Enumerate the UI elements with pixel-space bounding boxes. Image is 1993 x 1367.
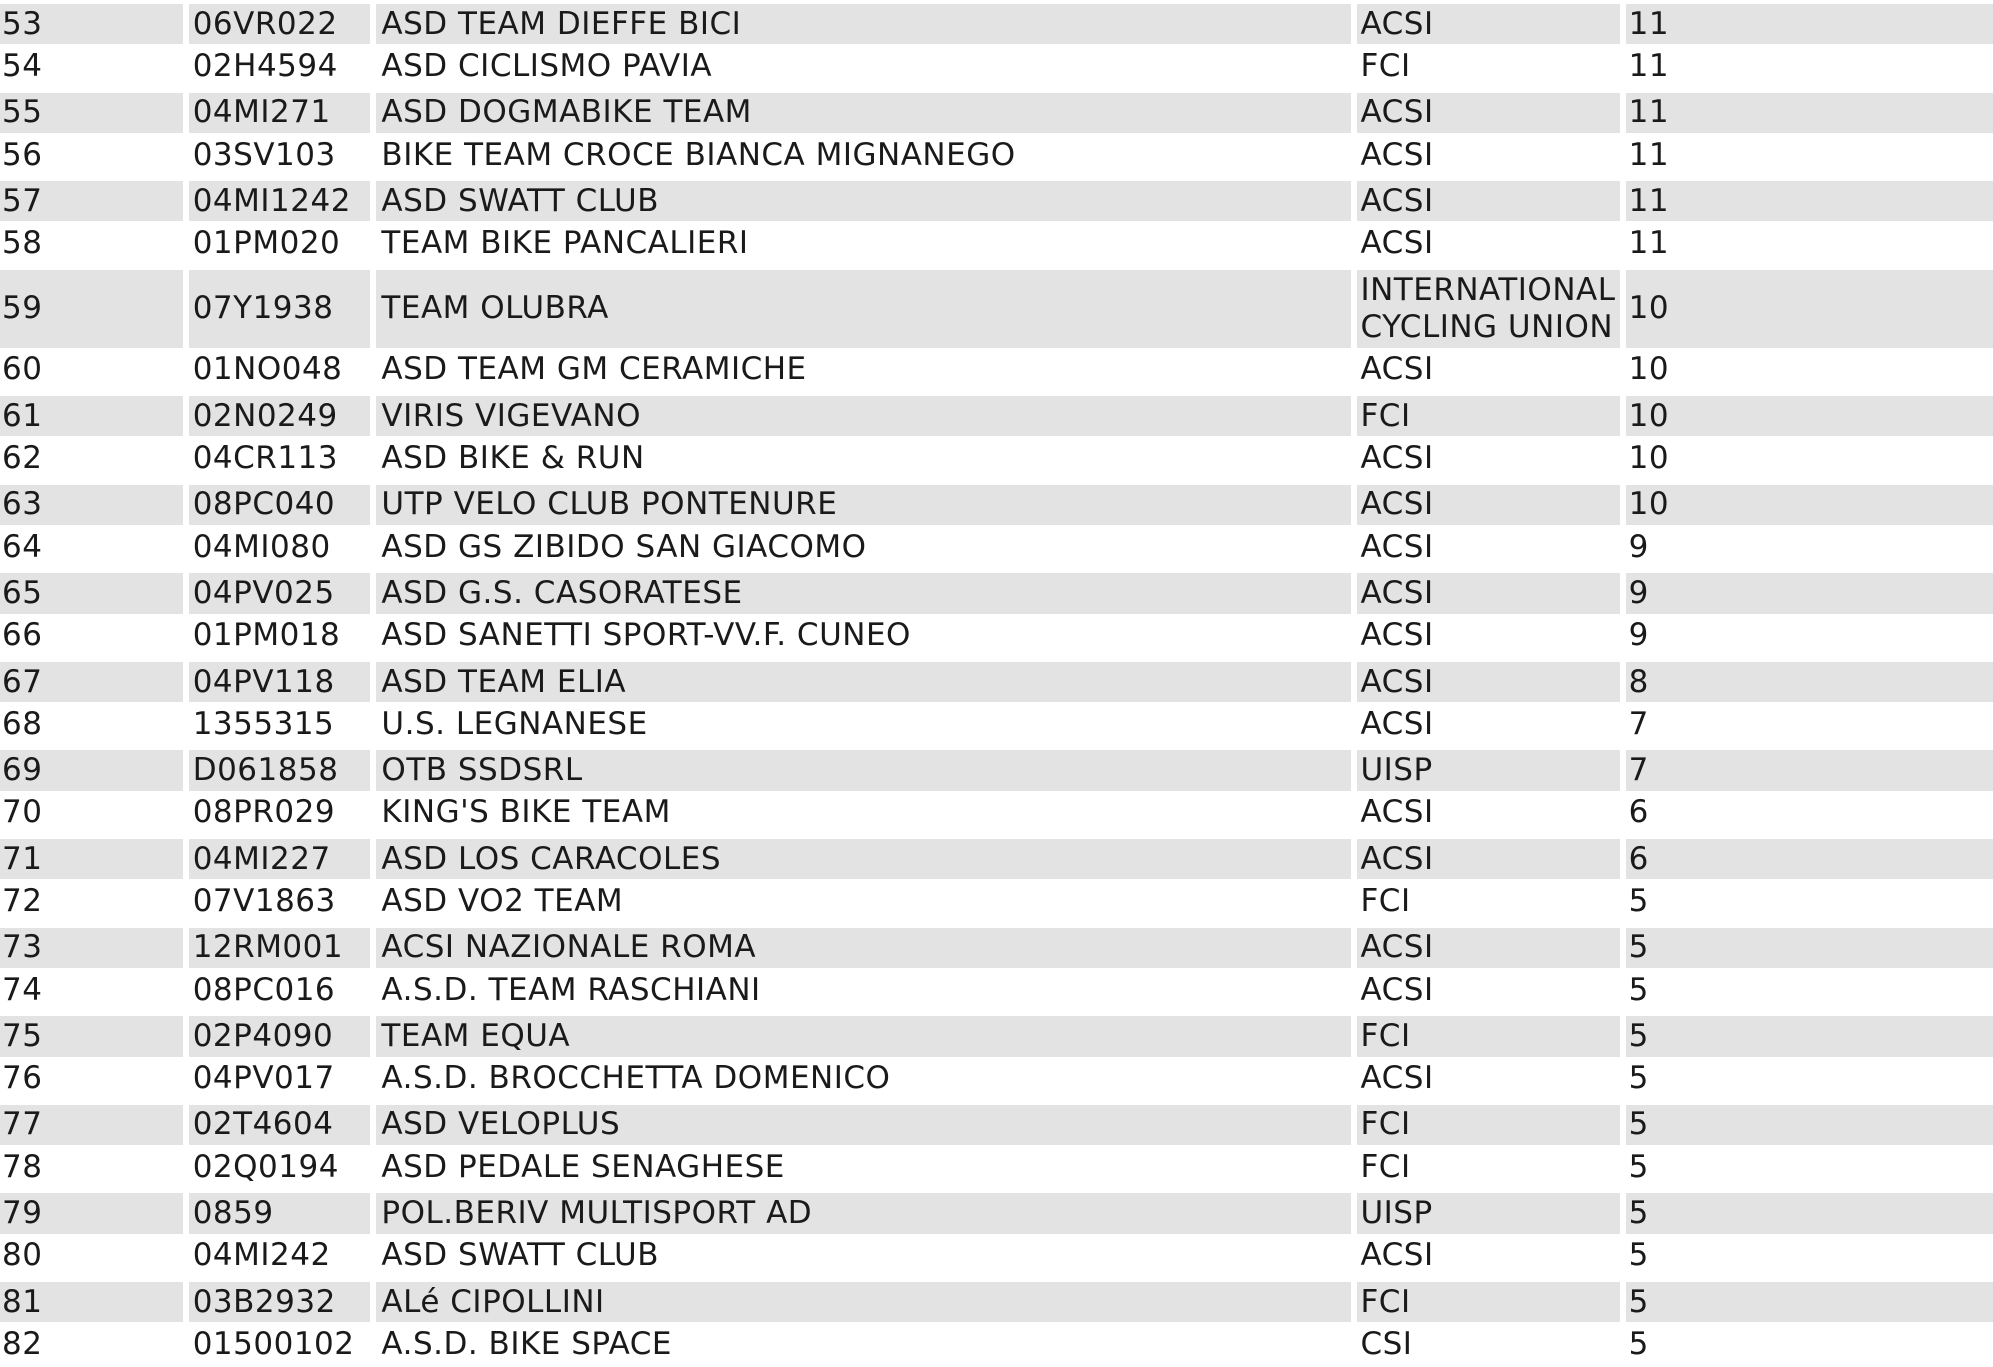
table-row [0, 1278, 1993, 1322]
team-code-cell: 07Y1938 [189, 270, 371, 348]
federation-cell: UISP [1357, 750, 1619, 790]
points-cell: 5 [1628, 1060, 1649, 1097]
rank-cell: 54 [2, 47, 43, 84]
team-name-cell: KING'S BIKE TEAM [381, 794, 671, 831]
points-cell: 10 [1626, 485, 1993, 525]
table-row [0, 746, 1993, 790]
table-row [0, 177, 1993, 221]
points-cell: 5 [1626, 1016, 1993, 1056]
federation-cell: ACSI [1360, 971, 1434, 1008]
table-row [0, 1145, 1993, 1189]
team-code-cell: 01500102 [192, 1325, 355, 1362]
federation-cell: FCI [1357, 396, 1619, 436]
team-code-cell: 03SV103 [192, 136, 336, 173]
table-row [0, 924, 1993, 968]
team-name-cell: ASD PEDALE SENAGHESE [381, 1148, 785, 1185]
team-code-cell: 01PM018 [192, 617, 341, 654]
table-row [0, 702, 1993, 746]
points-cell: 5 [1626, 928, 1993, 968]
table-row [0, 569, 1993, 613]
team-code-cell: 12RM001 [189, 928, 371, 968]
team-name-cell: UTP VELO CLUB PONTENURE [376, 485, 1351, 525]
table-row [0, 614, 1993, 658]
team-name-cell: ASD VO2 TEAM [381, 882, 624, 919]
points-cell: 5 [1628, 1325, 1649, 1362]
team-code-cell: 01PM020 [192, 225, 341, 262]
team-code-cell: 02H4594 [192, 47, 338, 84]
table-row [0, 1189, 1993, 1233]
points-cell: 10 [1628, 351, 1670, 388]
points-cell: 9 [1626, 573, 1993, 613]
points-cell: 5 [1626, 1282, 1993, 1322]
team-name-cell: ASD CICLISMO PAVIA [381, 47, 713, 84]
team-code-cell: 04PV017 [192, 1060, 335, 1097]
team-code-cell: 1355315 [192, 705, 335, 742]
rank-cell: 65 [0, 573, 183, 613]
rank-cell: 61 [0, 396, 183, 436]
federation-cell: ACSI [1360, 225, 1434, 262]
rank-cell: 62 [2, 440, 43, 477]
table-row [0, 266, 1993, 348]
rank-cell: 78 [2, 1148, 43, 1185]
points-cell: 9 [1628, 617, 1649, 654]
federation-cell: ACSI [1360, 351, 1434, 388]
federation-cell: FCI [1357, 1282, 1619, 1322]
team-code-cell: 02T4604 [189, 1105, 371, 1145]
rank-cell: 64 [2, 528, 43, 565]
rank-cell: 75 [0, 1016, 183, 1056]
rank-cell: 56 [2, 136, 43, 173]
federation-cell: ACSI [1360, 440, 1434, 477]
table-row [0, 133, 1993, 177]
rank-cell: 66 [2, 617, 43, 654]
federation-cell: UISP [1357, 1193, 1619, 1233]
points-cell: 5 [1626, 1193, 1993, 1233]
points-cell: 5 [1628, 971, 1649, 1008]
team-name-cell: ASD LOS CARACOLES [376, 839, 1351, 879]
rank-cell: 81 [0, 1282, 183, 1322]
federation-cell: ACSI [1357, 93, 1619, 133]
team-name-cell: ASD G.S. CASORATESE [376, 573, 1351, 613]
table-row [0, 1234, 1993, 1278]
team-name-cell: ASD TEAM GM CERAMICHE [381, 351, 807, 388]
federation-cell: ACSI [1357, 839, 1619, 879]
team-code-cell: 07V1863 [192, 882, 336, 919]
rank-cell: 74 [2, 971, 43, 1008]
team-code-cell: 04MI227 [189, 839, 371, 879]
federation-cell: ACSI [1357, 4, 1619, 44]
table-row [0, 89, 1993, 133]
team-name-cell: TEAM OLUBRA [376, 270, 1351, 348]
team-name-cell: ASD DOGMABIKE TEAM [376, 93, 1351, 133]
team-name-cell: ASD SANETTI SPORT-VV.F. CUNEO [381, 617, 911, 654]
team-code-cell: 02N0249 [189, 396, 371, 436]
rank-cell: 60 [2, 351, 43, 388]
rank-cell: 77 [0, 1105, 183, 1145]
federation-cell: ACSI [1360, 136, 1434, 173]
team-name-cell: ASD TEAM ELIA [376, 662, 1351, 702]
team-name-cell: TEAM EQUA [376, 1016, 1351, 1056]
team-code-cell: 04CR113 [192, 440, 339, 477]
team-code-cell: 0859 [189, 1193, 371, 1233]
rank-cell: 71 [0, 839, 183, 879]
federation-cell: FCI [1360, 1148, 1411, 1185]
table-row [0, 1057, 1993, 1101]
rank-cell: 73 [0, 928, 183, 968]
rank-cell: 76 [2, 1060, 43, 1097]
points-cell: 11 [1626, 181, 1993, 221]
rank-cell: 63 [0, 485, 183, 525]
team-name-cell: ASD VELOPLUS [376, 1105, 1351, 1145]
federation-cell: ACSI [1360, 794, 1434, 831]
table-row [0, 221, 1993, 265]
team-code-cell: 04MI271 [189, 93, 371, 133]
table-row [0, 835, 1993, 879]
rank-cell: 57 [0, 181, 183, 221]
points-cell: 10 [1628, 440, 1670, 477]
federation-cell: FCI [1357, 1016, 1619, 1056]
federation-cell: ACSI [1360, 617, 1434, 654]
team-code-cell: 01NO048 [192, 351, 343, 388]
federation-cell: ACSI [1360, 1237, 1434, 1274]
federation-cell: ACSI [1360, 705, 1434, 742]
points-cell: 10 [1626, 270, 1993, 348]
points-cell: 5 [1628, 1237, 1649, 1274]
team-code-cell: D061858 [189, 750, 371, 790]
team-code-cell: 08PC016 [192, 971, 336, 1008]
team-name-cell: VIRIS VIGEVANO [376, 396, 1351, 436]
points-cell: 11 [1628, 136, 1670, 173]
rank-cell: 79 [0, 1193, 183, 1233]
rank-cell: 80 [2, 1237, 43, 1274]
table-row [0, 1322, 1993, 1366]
team-name-cell: OTB SSDSRL [376, 750, 1351, 790]
points-cell: 6 [1628, 794, 1649, 831]
federation-cell: ACSI [1357, 662, 1619, 702]
table-row [0, 658, 1993, 702]
federation-cell: ACSI [1360, 528, 1434, 565]
team-name-cell: ASD TEAM DIEFFE BICI [376, 4, 1351, 44]
table-row [0, 1012, 1993, 1056]
team-name-cell: A.S.D. BIKE SPACE [381, 1325, 673, 1362]
federation-cell: ACSI [1357, 573, 1619, 613]
team-code-cell: 04MI080 [192, 528, 331, 565]
table-row [0, 436, 1993, 480]
table-row [0, 968, 1993, 1012]
rank-cell: 70 [2, 794, 43, 831]
team-code-cell: 02Q0194 [192, 1148, 339, 1185]
points-cell: 6 [1626, 839, 1993, 879]
rank-cell: 69 [0, 750, 183, 790]
rank-cell: 67 [0, 662, 183, 702]
points-cell: 10 [1626, 396, 1993, 436]
team-code-cell: 04MI242 [192, 1237, 331, 1274]
team-name-cell: A.S.D. BROCCHETTA DOMENICO [381, 1060, 891, 1097]
points-cell: 5 [1628, 1148, 1649, 1185]
team-code-cell: 04PV118 [189, 662, 371, 702]
rank-cell: 59 [0, 270, 183, 348]
table-row [0, 481, 1993, 525]
rank-cell: 53 [0, 4, 183, 44]
team-name-cell: ASD SWATT CLUB [381, 1237, 659, 1274]
table-row [0, 879, 1993, 923]
federation-cell: ACSI [1357, 485, 1619, 525]
team-name-cell: ALé CIPOLLINI [376, 1282, 1351, 1322]
table-row [0, 0, 1993, 44]
team-name-cell: ASD GS ZIBIDO SAN GIACOMO [381, 528, 867, 565]
table-row [0, 791, 1993, 835]
table-row [0, 44, 1993, 88]
points-cell: 11 [1628, 47, 1670, 84]
points-cell: 11 [1626, 4, 1993, 44]
points-cell: 9 [1628, 528, 1649, 565]
team-name-cell: BIKE TEAM CROCE BIANCA MIGNANEGO [381, 136, 1016, 173]
federation-cell: FCI [1360, 47, 1411, 84]
points-cell: 11 [1626, 93, 1993, 133]
team-name-cell: ASD BIKE & RUN [381, 440, 645, 477]
rank-cell: 68 [2, 705, 43, 742]
points-cell: 11 [1628, 225, 1670, 262]
team-code-cell: 06VR022 [189, 4, 371, 44]
points-cell: 5 [1628, 882, 1649, 919]
team-code-cell: 04PV025 [189, 573, 371, 613]
team-code-cell: 03B2932 [189, 1282, 371, 1322]
table-row [0, 525, 1993, 569]
federation-cell: ACSI [1357, 928, 1619, 968]
rank-cell: 82 [2, 1325, 43, 1362]
table-row [0, 1101, 1993, 1145]
points-cell: 8 [1626, 662, 1993, 702]
team-code-cell: 08PR029 [192, 794, 336, 831]
table-row [0, 348, 1993, 392]
team-name-cell: U.S. LEGNANESE [381, 705, 648, 742]
points-cell: 7 [1628, 705, 1649, 742]
federation-cell: CSI [1360, 1325, 1413, 1362]
points-cell: 7 [1626, 750, 1993, 790]
federation-cell: FCI [1360, 882, 1411, 919]
team-code-cell: 02P4090 [189, 1016, 371, 1056]
team-name-cell: POL.BERIV MULTISPORT AD [376, 1193, 1351, 1233]
team-code-cell: 08PC040 [189, 485, 371, 525]
table-row [0, 392, 1993, 436]
team-name-cell: TEAM BIKE PANCALIERI [381, 225, 749, 262]
federation-cell: FCI [1357, 1105, 1619, 1145]
team-name-cell: A.S.D. TEAM RASCHIANI [381, 971, 761, 1008]
federation-cell: ACSI [1360, 1060, 1434, 1097]
team-name-cell: ACSI NAZIONALE ROMA [376, 928, 1351, 968]
team-name-cell: ASD SWATT CLUB [376, 181, 1351, 221]
federation-cell: ACSI [1357, 181, 1619, 221]
rank-cell: 55 [0, 93, 183, 133]
team-code-cell: 04MI1242 [189, 181, 371, 221]
points-cell: 5 [1626, 1105, 1993, 1145]
rank-cell: 58 [2, 225, 43, 262]
federation-cell: INTERNATIONAL CYCLING UNION [1357, 270, 1619, 348]
rank-cell: 72 [2, 882, 43, 919]
